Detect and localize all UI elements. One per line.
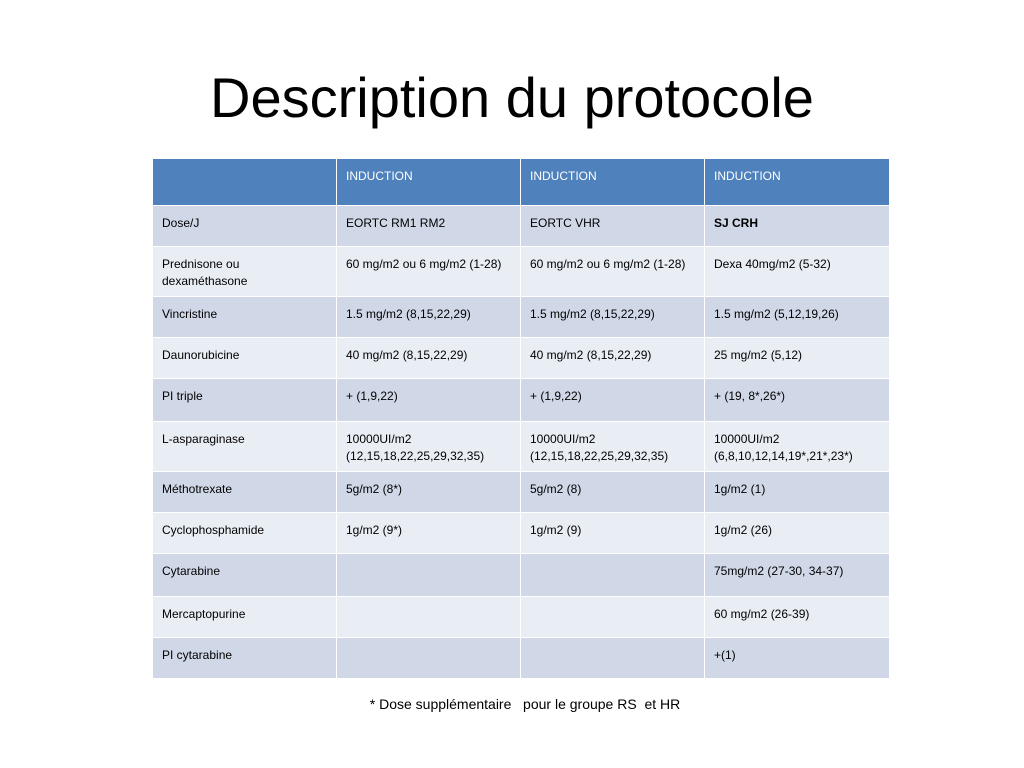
table-cell xyxy=(521,597,705,638)
table-row xyxy=(153,597,890,638)
table-cell xyxy=(521,638,705,679)
table-row xyxy=(153,206,890,247)
header-cell-sj-crh: INDUCTION xyxy=(705,159,890,206)
row-label: Cytarabine xyxy=(153,554,337,597)
footnote: * Dose supplémentaire pour le groupe RS et HR xyxy=(369,696,681,712)
table-cell: 60 mg/m2 (26-39) xyxy=(705,597,890,638)
table-row xyxy=(153,379,890,422)
table-cell: 10000UI/m2 (6,8,10,12,14,19*,21*,23*) xyxy=(705,422,890,472)
header-cell-drug xyxy=(153,159,337,206)
table-row xyxy=(153,513,890,554)
table-cell: 25 mg/m2 (5,12) xyxy=(705,338,890,379)
table-cell: EORTC VHR xyxy=(521,206,705,247)
table-row xyxy=(153,472,890,513)
row-label: L-asparaginase xyxy=(153,422,337,472)
table-cell: 40 mg/m2 (8,15,22,29) xyxy=(337,338,521,379)
table-cell: 40 mg/m2 (8,15,22,29) xyxy=(521,338,705,379)
table-cell: 10000UI/m2 (12,15,18,22,25,29,32,35) xyxy=(521,422,705,472)
table-cell: + (1,9,22) xyxy=(337,379,521,422)
table-cell: 1g/m2 (26) xyxy=(705,513,890,554)
table-cell xyxy=(337,638,521,679)
table-row xyxy=(153,297,890,338)
row-label: PI triple xyxy=(153,379,337,422)
slide-title: Description du protocole xyxy=(210,66,814,129)
table-cell: EORTC RM1 RM2 xyxy=(337,206,521,247)
table-row xyxy=(153,338,890,379)
table-cell: 1.5 mg/m2 (8,15,22,29) xyxy=(521,297,705,338)
row-label: Daunorubicine xyxy=(153,338,337,379)
table-cell xyxy=(337,597,521,638)
table-cell: SJ CRH xyxy=(705,206,890,247)
row-label: Cyclophosphamide xyxy=(153,513,337,554)
protocol-table xyxy=(152,158,890,679)
row-label: Vincristine xyxy=(153,297,337,338)
header-cell-eortc: INDUCTION xyxy=(337,159,521,206)
table-cell: 5g/m2 (8*) xyxy=(337,472,521,513)
table-cell: 1.5 mg/m2 (5,12,19,26) xyxy=(705,297,890,338)
table-header-row xyxy=(153,159,890,206)
table-cell: 1g/m2 (9) xyxy=(521,513,705,554)
row-label: Mercaptopurine xyxy=(153,597,337,638)
table-cell: + (1,9,22) xyxy=(521,379,705,422)
table-cell: Dexa 40mg/m2 (5-32) xyxy=(705,247,890,297)
table-cell: +(1) xyxy=(705,638,890,679)
table-row xyxy=(153,247,890,297)
row-label: Méthotrexate xyxy=(153,472,337,513)
table-cell: 1g/m2 (1) xyxy=(705,472,890,513)
table-cell xyxy=(521,554,705,597)
table-cell: 1.5 mg/m2 (8,15,22,29) xyxy=(337,297,521,338)
table-cell: 60 mg/m2 ou 6 mg/m2 (1-28) xyxy=(521,247,705,297)
table-row xyxy=(153,422,890,472)
table-cell: 1g/m2 (9*) xyxy=(337,513,521,554)
table-row xyxy=(153,638,890,679)
table-cell: 5g/m2 (8) xyxy=(521,472,705,513)
table-cell: + (19, 8*,26*) xyxy=(705,379,890,422)
header-cell-eortc-vhr: INDUCTION xyxy=(521,159,705,206)
table-cell xyxy=(337,554,521,597)
table-cell: 75mg/m2 (27-30, 34-37) xyxy=(705,554,890,597)
row-label: Prednisone ou dexaméthasone xyxy=(153,247,337,297)
table-cell: 10000UI/m2 (12,15,18,22,25,29,32,35) xyxy=(337,422,521,472)
row-label: Dose/J xyxy=(153,206,337,247)
table-row xyxy=(153,554,890,597)
row-label: PI cytarabine xyxy=(153,638,337,679)
table-cell: 60 mg/m2 ou 6 mg/m2 (1-28) xyxy=(337,247,521,297)
